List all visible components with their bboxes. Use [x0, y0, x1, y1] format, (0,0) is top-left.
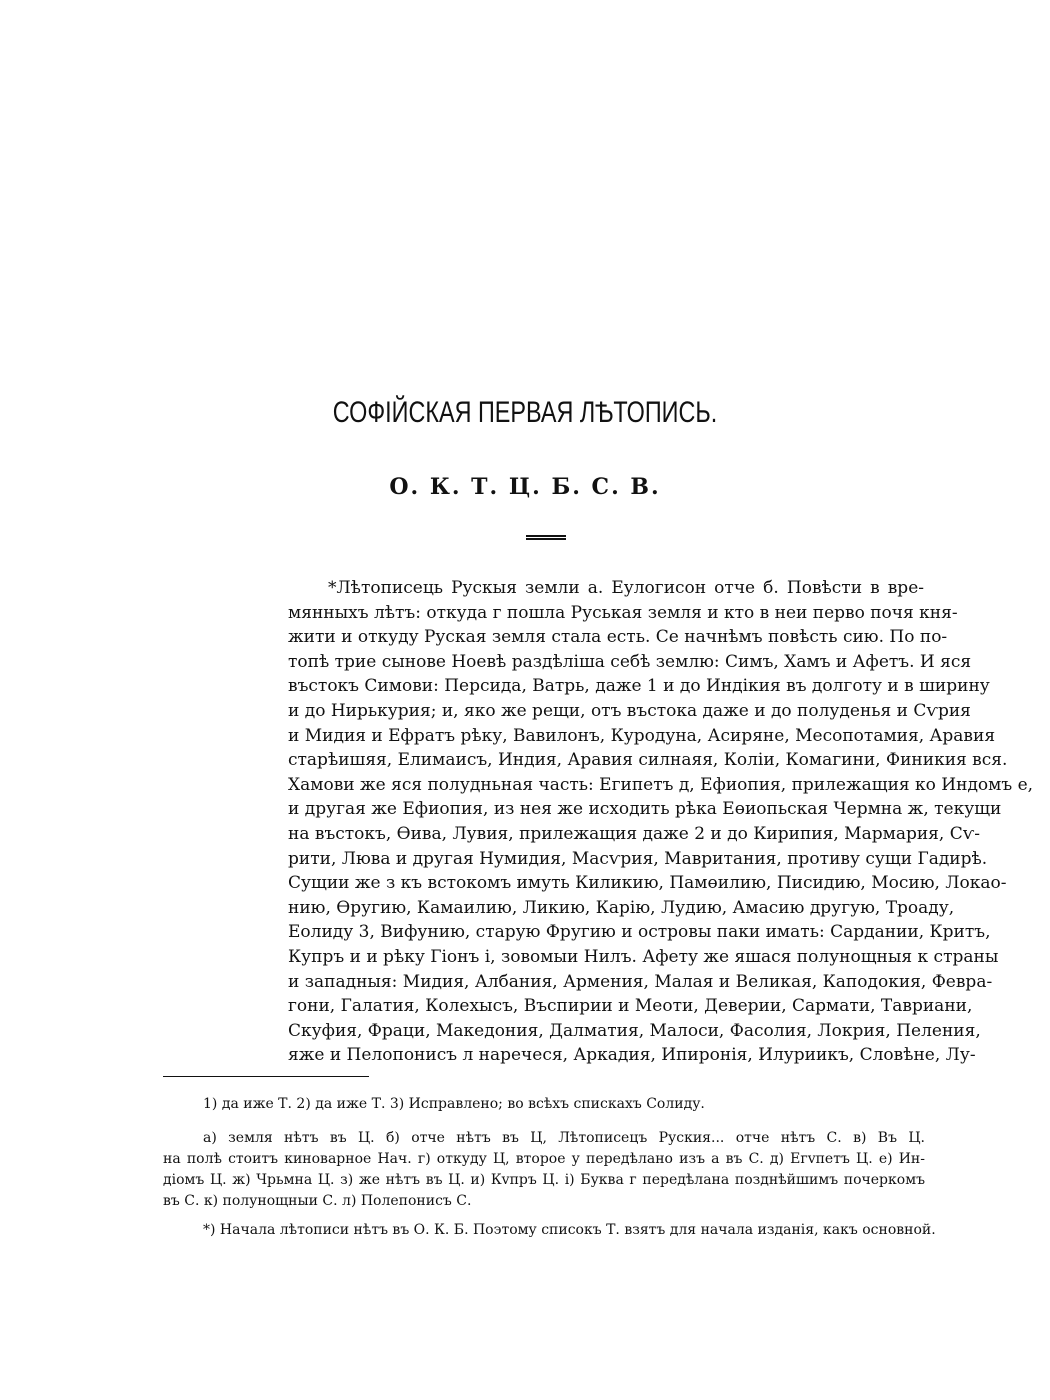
footnote-rule	[163, 1076, 369, 1077]
page-title: СОФІЙСКАЯ ПЕРВАЯ ЛѢТОПИСЬ.	[332, 396, 718, 429]
text-line: жити и откуду Руская земля стала есть. Се начнѣмъ повѣсть сию. По по-	[288, 627, 948, 648]
chronicle-text	[288, 576, 1034, 1068]
star-footnote	[163, 1220, 936, 1241]
text-line: рити, Люва и другая Нумидия, Масѵрия, Мавритания, противу сущи Гадирѣ.	[288, 848, 988, 869]
footnote-line: 1) да иже Т. 2) да иже Т. 3) Исправлено; во всѣхъ спискахъ Солиду.	[203, 1096, 705, 1112]
text-line: яже и Пелопонисъ л наречеся, Аркадия, Ипиронія, Илуриикъ, Словѣне, Лу-	[288, 1045, 976, 1066]
text-line: Хамови же яся полудньная часть: Египетъ д, Ефиопия, прилежащия ко Индомъ е,	[288, 774, 1034, 795]
text-line: и Мидия и Ефратъ рѣку, Вавилонъ, Куродуна, Асиряне, Месопотамия, Аравия	[288, 725, 996, 746]
text-line: мянныхъ лѣтъ: откуда г пошла Руськая земля и кто в неи перво почя кня-	[288, 602, 958, 623]
footnote-line: діомъ Ц. ж) Чрьмна Ц. з) же нѣтъ въ Ц. и) Кvпръ Ц. і) Буква г передѣлана позднѣйшимъ почеркомъ	[163, 1172, 925, 1188]
text-line: Сущии же з къ встокомъ имуть Киликию, Памөилию, Писидию, Мосию, Локао-	[288, 873, 1007, 894]
text-line: старѣишяя, Елимаисъ, Индия, Аравия силнаяя, Коліи, Комагини, Финикия вся.	[288, 750, 1008, 771]
double-rule-divider	[526, 535, 566, 540]
footnote-line: *) Начала лѣтописи нѣтъ въ О. К. Б. Поэтому списокъ Т. взятъ для начала изданія, какъ основной.	[203, 1222, 936, 1238]
lettered-footnotes	[163, 1128, 925, 1212]
text-line: нию, Өругию, Камаилию, Ликию, Карію, Лудию, Амасию другую, Троаду,	[288, 897, 955, 918]
footnote-line: а) земля нѣтъ въ Ц. б) отче нѣтъ въ Ц, Лѣтописецъ Руския... отче нѣтъ С. в) Въ Ц.	[203, 1130, 925, 1146]
text-line: и до Нирькурия; и, яко же рещи, отъ въстока даже и до полуденья и Сѵрия	[288, 700, 971, 721]
text-line: и западныя: Мидия, Албания, Армения, Малая и Великая, Каподокия, Феврa-	[288, 971, 993, 992]
footnote-line: на полѣ стоитъ киноварное Нач. г) откуду Ц, второе у передѣлано изъ а въ С. д) Егvпетъ Ц. е) Ин-	[163, 1151, 925, 1167]
manuscript-sigla: О. К. Т. Ц. Б. С. В.	[389, 474, 661, 500]
text-line: Купръ и и рѣку Гіонъ і, зовомыи Нилъ. Афету же яшася полунощныя к страны	[288, 946, 999, 967]
footnote-line: въ С. к) полунощныи С. л) Полепонисъ С.	[163, 1193, 472, 1209]
text-line: и другая же Ефиопия, из нея же исходить рѣка Еөиопьская Чермна ж, текущи	[288, 799, 1002, 820]
text-line: въстокъ Симови: Персида, Ватрь, даже 1 и до Индікия въ долготу и в ширину	[288, 676, 990, 697]
text-line: Еолиду 3, Вифунию, старую Фругию и островы паки имать: Сардании, Критъ,	[288, 922, 991, 943]
text-line: топѣ трие сынове Ноевѣ раздѣлiша себѣ землю: Симъ, Хамъ и Афетъ. И яся	[288, 651, 972, 672]
numbered-footnotes	[163, 1094, 925, 1115]
text-line: на въстокъ, Өива, Лувия, прилежащия даже 2 и до Кирипия, Мармария, Сѵ-	[288, 823, 980, 844]
text-line: гони, Галатия, Колехысъ, Въспирии и Меоти, Деверии, Сармати, Тавриани,	[288, 996, 973, 1017]
text-line: *Лѣтописець Рускыя земли а. Еулогисон отче б. Повѣсти в вре-	[328, 578, 924, 598]
text-line: Скуфия, Фраци, Македония, Далматия, Малоси, Фасолия, Локрия, Пеления,	[288, 1020, 981, 1041]
